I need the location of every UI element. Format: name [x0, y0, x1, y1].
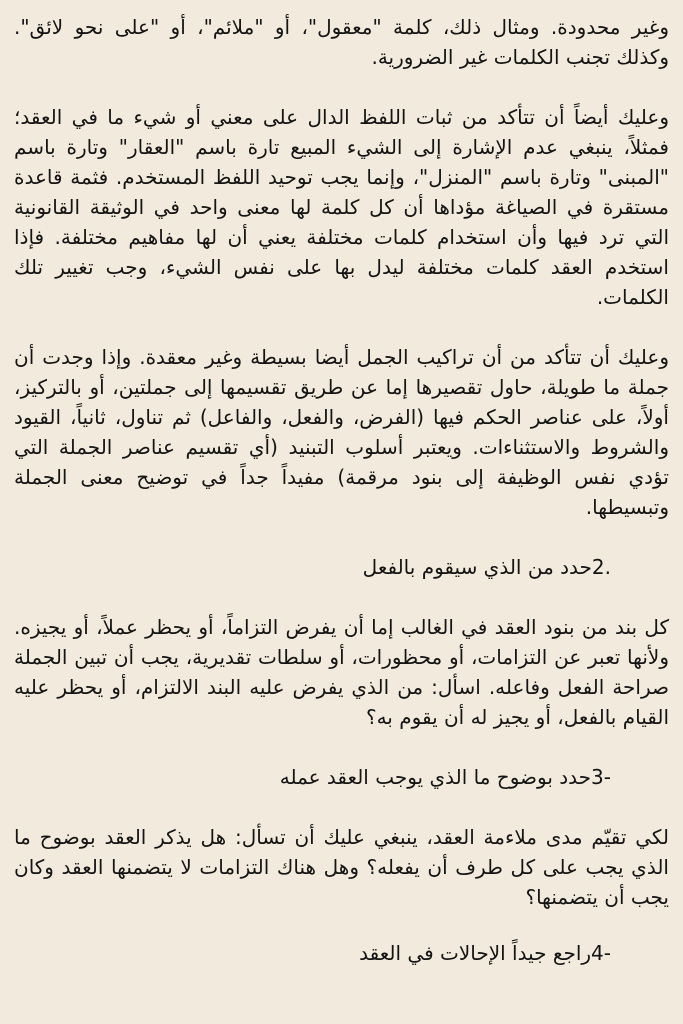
paragraph-spacer	[14, 312, 669, 342]
paragraph-avoid-vague-words: وغير محدودة. ومثال ذلك، كلمة "معقول"، أو "ملائم"، أو "على نحو لائق". وكذلك تجنب الكلمات غير الضرورية.	[14, 15, 669, 69]
paragraph-consistent-terms: وعليك أيضاً أن تتأكد من ثبات اللفظ الدال على معني أو شيء ما في العقد؛ فمثلاً، ينبغي عدم الإشارة إلى الشيء المبيع تارة باسم "العقار" وتارة باسم "المبنى" وتارة باسم "المنزل"، وإنما يجب توحيد اللفظ المستخدم. فثمة قاعدة مستقرة في الصياغة مؤداها أن كل كلمة لها معنى واحد في الوثيقة القانونية التي ترد فيها وأن استخدام كلمات مختلفة يعني أن لها مفاهيم مختلفة. فإذا استخدم العقد كلمات مختلفة ليدل بها على نفس الشيء، وجب تغيير تلك الكلمات.	[14, 105, 669, 309]
paragraph-evaluate-contract: لكي تقيّم مدى ملاءمة العقد، ينبغي عليك أن تسأل: هل يذكر العقد بوضوح ما الذي يجب على كل طرف أن يفعله؟ وهل هناك التزامات لا يتضمنها العقد وكان يجب أن يتضمنها؟	[14, 825, 669, 909]
paragraph-obligations: كل بند من بنود العقد في الغالب إما أن يفرض التزاماً، أو يحظر عملاً، أو يجيزه. ولأنها تعبر عن التزامات، أو محظورات، أو سلطات تقديرية، يجب أن تبين الجملة صراحة الفعل وفاعله. اسأل: من الذي يفرض عليه البند الالتزام، أو يحظر عليه القيام بالفعل، أو يجيز له أن يقوم به؟	[14, 615, 669, 729]
heading-who-acts: .2حدد من الذي سيقوم بالفعل	[362, 555, 611, 579]
paragraph-spacer	[14, 792, 669, 822]
paragraph-spacer	[14, 522, 669, 552]
paragraph-spacer	[14, 912, 669, 938]
heading-review-references: -4راجع جيداً الإحالات في العقد	[359, 941, 611, 965]
paragraph-simple-sentences: وعليك أن تتأكد من أن تراكيب الجمل أيضا بسيطة وغير معقدة. وإذا وجدت أن جملة ما طويلة، حاول تقصيرها إما عن طريق تقسيمها إلى جملتين، أو بالتركيز، أولاً، على عناصر الحكم فيها (الفرض، والفعل، والفاعل) ثم تناول، ثانياً، القيود والشروط والاستثناءات. ويعتبر أسلوب التبنيد (أي تقسيم عناصر الجملة التي تؤدي نفس الوظيفة إلى بنود مرقمة) مفيداً جداً في توضيح معنى الجملة وتبسيطها.	[14, 345, 669, 519]
paragraph-spacer	[14, 732, 669, 762]
paragraph-spacer	[14, 582, 669, 612]
heading-contract-duties: -3حدد بوضوح ما الذي يوجب العقد عمله	[279, 765, 611, 789]
paragraph-spacer	[14, 72, 669, 102]
